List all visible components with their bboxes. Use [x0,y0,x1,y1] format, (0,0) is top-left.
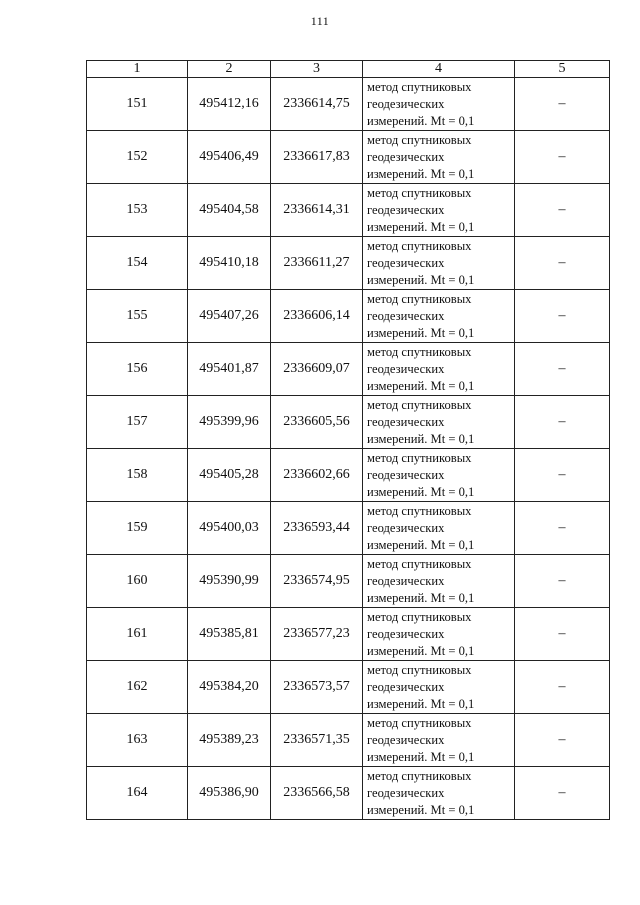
method-cell [363,131,515,184]
method-line: метод спутниковых [367,450,472,465]
y-coordinate-cell: 2336577,23 [271,608,363,661]
x-coordinate-cell: 495401,87 [188,343,271,396]
method-line: геодезических [367,467,445,482]
method-cell [363,237,515,290]
point-number-cell: 153 [87,184,188,237]
header-col-5: 5 [515,61,610,78]
method-cell [363,184,515,237]
note-cell: – [515,131,610,184]
table-header-row [87,61,610,78]
point-number-cell: 157 [87,396,188,449]
y-coordinate-cell: 2336611,27 [271,237,363,290]
method-line: измерений. Mt = 0,1 [367,484,475,499]
method-line: измерений. Mt = 0,1 [367,219,475,234]
table-body [87,78,610,820]
y-coordinate-cell: 2336566,58 [271,767,363,820]
x-coordinate-cell: 495404,58 [188,184,271,237]
method-line: метод спутниковых [367,715,472,730]
method-line: измерений. Mt = 0,1 [367,749,475,764]
y-coordinate-cell: 2336614,75 [271,78,363,131]
point-number-cell: 164 [87,767,188,820]
method-line: измерений. Mt = 0,1 [367,643,475,658]
method-line: геодезических [367,732,445,747]
method-cell [363,290,515,343]
page-number: 111 [310,14,330,28]
x-coordinate-cell: 495407,26 [188,290,271,343]
x-coordinate-cell: 495386,90 [188,767,271,820]
method-cell [363,396,515,449]
method-line: геодезических [367,520,445,535]
y-coordinate-cell: 2336614,31 [271,184,363,237]
point-number-cell: 155 [87,290,188,343]
point-number-cell: 158 [87,449,188,502]
point-number-cell: 151 [87,78,188,131]
method-line: метод спутниковых [367,132,472,147]
note-cell: – [515,502,610,555]
x-coordinate-cell: 495400,03 [188,502,271,555]
method-line: измерений. Mt = 0,1 [367,537,475,552]
y-coordinate-cell: 2336605,56 [271,396,363,449]
method-line: измерений. Mt = 0,1 [367,378,475,393]
method-line: метод спутниковых [367,344,472,359]
table-row [87,396,610,449]
x-coordinate-cell: 495405,28 [188,449,271,502]
note-cell: – [515,714,610,767]
x-coordinate-cell: 495390,99 [188,555,271,608]
method-cell [363,343,515,396]
y-coordinate-cell: 2336602,66 [271,449,363,502]
table-row [87,714,610,767]
x-coordinate-cell: 495389,23 [188,714,271,767]
point-number-cell: 152 [87,131,188,184]
method-cell [363,608,515,661]
method-line: измерений. Mt = 0,1 [367,166,475,181]
y-coordinate-cell: 2336617,83 [271,131,363,184]
note-cell: – [515,184,610,237]
point-number-cell: 162 [87,661,188,714]
method-line: метод спутниковых [367,768,472,783]
note-cell: – [515,608,610,661]
method-line: геодезических [367,785,445,800]
method-line: метод спутниковых [367,238,472,253]
method-line: геодезических [367,414,445,429]
note-cell: – [515,767,610,820]
method-line: измерений. Mt = 0,1 [367,590,475,605]
header-col-2: 2 [188,61,271,78]
method-cell [363,714,515,767]
point-number-cell: 161 [87,608,188,661]
table-row [87,237,610,290]
point-number-cell: 156 [87,343,188,396]
note-cell: – [515,661,610,714]
header-col-4: 4 [363,61,515,78]
x-coordinate-cell: 495399,96 [188,396,271,449]
method-cell [363,449,515,502]
method-line: метод спутниковых [367,185,472,200]
method-line: метод спутниковых [367,397,472,412]
note-cell: – [515,78,610,131]
method-line: метод спутниковых [367,662,472,677]
method-line: метод спутниковых [367,609,472,624]
method-line: геодезических [367,361,445,376]
note-cell: – [515,555,610,608]
method-line: геодезических [367,255,445,270]
point-number-cell: 160 [87,555,188,608]
point-number-cell: 159 [87,502,188,555]
table-row [87,608,610,661]
method-line: измерений. Mt = 0,1 [367,431,475,446]
method-cell [363,502,515,555]
note-cell: – [515,290,610,343]
table-row [87,290,610,343]
x-coordinate-cell: 495406,49 [188,131,271,184]
method-cell [363,555,515,608]
header-col-3: 3 [271,61,363,78]
note-cell: – [515,237,610,290]
method-line: измерений. Mt = 0,1 [367,696,475,711]
note-cell: – [515,343,610,396]
table-row [87,555,610,608]
header-col-1: 1 [87,61,188,78]
method-line: геодезических [367,679,445,694]
method-line: метод спутниковых [367,503,472,518]
method-line: геодезических [367,96,445,111]
method-line: геодезических [367,149,445,164]
method-cell [363,767,515,820]
method-line: метод спутниковых [367,291,472,306]
method-line: геодезических [367,308,445,323]
method-cell [363,661,515,714]
table-row [87,767,610,820]
method-line: геодезических [367,626,445,641]
method-line: измерений. Mt = 0,1 [367,113,475,128]
method-line: измерений. Mt = 0,1 [367,802,475,817]
y-coordinate-cell: 2336573,57 [271,661,363,714]
method-line: метод спутниковых [367,79,472,94]
point-number-cell: 154 [87,237,188,290]
table-row [87,502,610,555]
y-coordinate-cell: 2336593,44 [271,502,363,555]
y-coordinate-cell: 2336574,95 [271,555,363,608]
method-cell [363,78,515,131]
y-coordinate-cell: 2336609,07 [271,343,363,396]
x-coordinate-cell: 495385,81 [188,608,271,661]
x-coordinate-cell: 495412,16 [188,78,271,131]
table-row [87,343,610,396]
table-row [87,131,610,184]
x-coordinate-cell: 495384,20 [188,661,271,714]
y-coordinate-cell: 2336571,35 [271,714,363,767]
note-cell: – [515,449,610,502]
y-coordinate-cell: 2336606,14 [271,290,363,343]
method-line: метод спутниковых [367,556,472,571]
x-coordinate-cell: 495410,18 [188,237,271,290]
table-row [87,449,610,502]
method-line: геодезических [367,573,445,588]
method-line: измерений. Mt = 0,1 [367,272,475,287]
coordinates-table [86,60,610,820]
method-line: измерений. Mt = 0,1 [367,325,475,340]
point-number-cell: 163 [87,714,188,767]
method-line: геодезических [367,202,445,217]
note-cell: – [515,396,610,449]
table-row [87,661,610,714]
table-row [87,78,610,131]
table-row [87,184,610,237]
